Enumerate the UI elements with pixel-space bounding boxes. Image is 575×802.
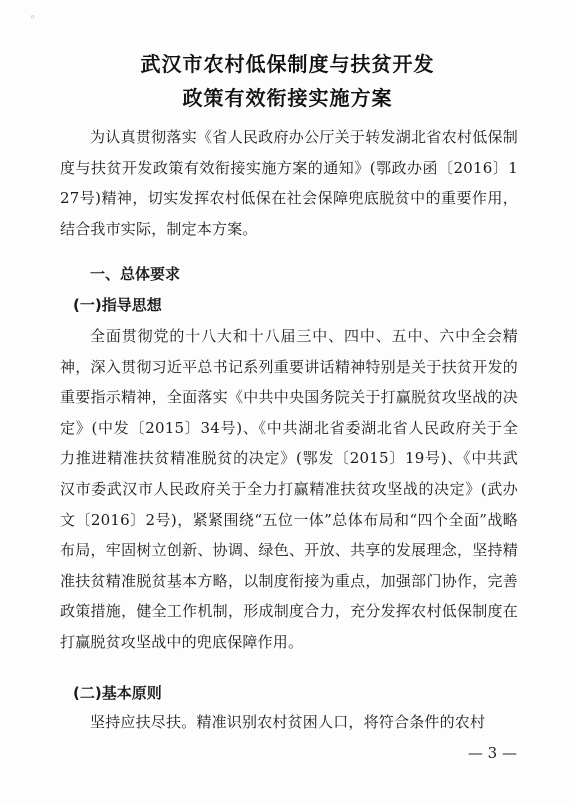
subsection-heading-guiding-ideology: (一)指导思想 — [73, 296, 162, 314]
intro-paragraph: 为认真贯彻落实《省人民政府办公厅关于转发湖北省农村低保制度与扶贫开发政策有效衔接实施方案的通知》(鄂政办函〔2016〕127号)精神，切实发挥农村低保在社会保障兜底脱贫中的重要作用，结合我市实际，制定本方案。 — [60, 128, 518, 238]
document-title-line-2: 政策有效衔接实施方案 — [182, 86, 393, 110]
document-title-line-1: 武汉市农村低保制度与扶贫开发 — [140, 52, 435, 76]
scan-mark: ⸰ — [30, 13, 36, 23]
guiding-ideology-paragraph: 全面贯彻党的十八大和十八届三中、四中、五中、六中全会精神，深入贯彻习近平总书记系列重要讲话精神特别是关于扶贫开发的重要指示精神，全面落实《中共中央国务院关于打赢脱贫攻坚战的决定》(中发〔2015〕34号)、《中共湖北省委湖北省人民政府关于全力推进精准扶贫精准脱贫的决定》(鄂发〔2015〕19号)、《中共武汉市委武汉市人民政府关于全力打赢精准扶贫攻坚战的决定》(武办文〔2016〕2号)，紧紧围绕“五位一体”总体布局和“四个全面”战略布局，牢固树立创新、协调、绿色、开放、共享的发展理念，坚持精准扶贫精准脱贫基本方略，以制度衔接为重点，加强部门协作，完善政策措施，健全工作机制，形成制度合力，充分发挥农村低保制度在打赢脱贫攻坚战中的兜底保障作用。 — [60, 327, 518, 651]
section-heading-overall-requirements: 一、总体要求 — [90, 265, 181, 283]
subsection-heading-basic-principles: (二)基本原则 — [73, 684, 162, 702]
basic-principles-paragraph: 坚持应扶尽扶。精准识别农村贫困人口，将符合条件的农村 — [90, 713, 486, 731]
page-number: — 3 — — [467, 744, 517, 762]
